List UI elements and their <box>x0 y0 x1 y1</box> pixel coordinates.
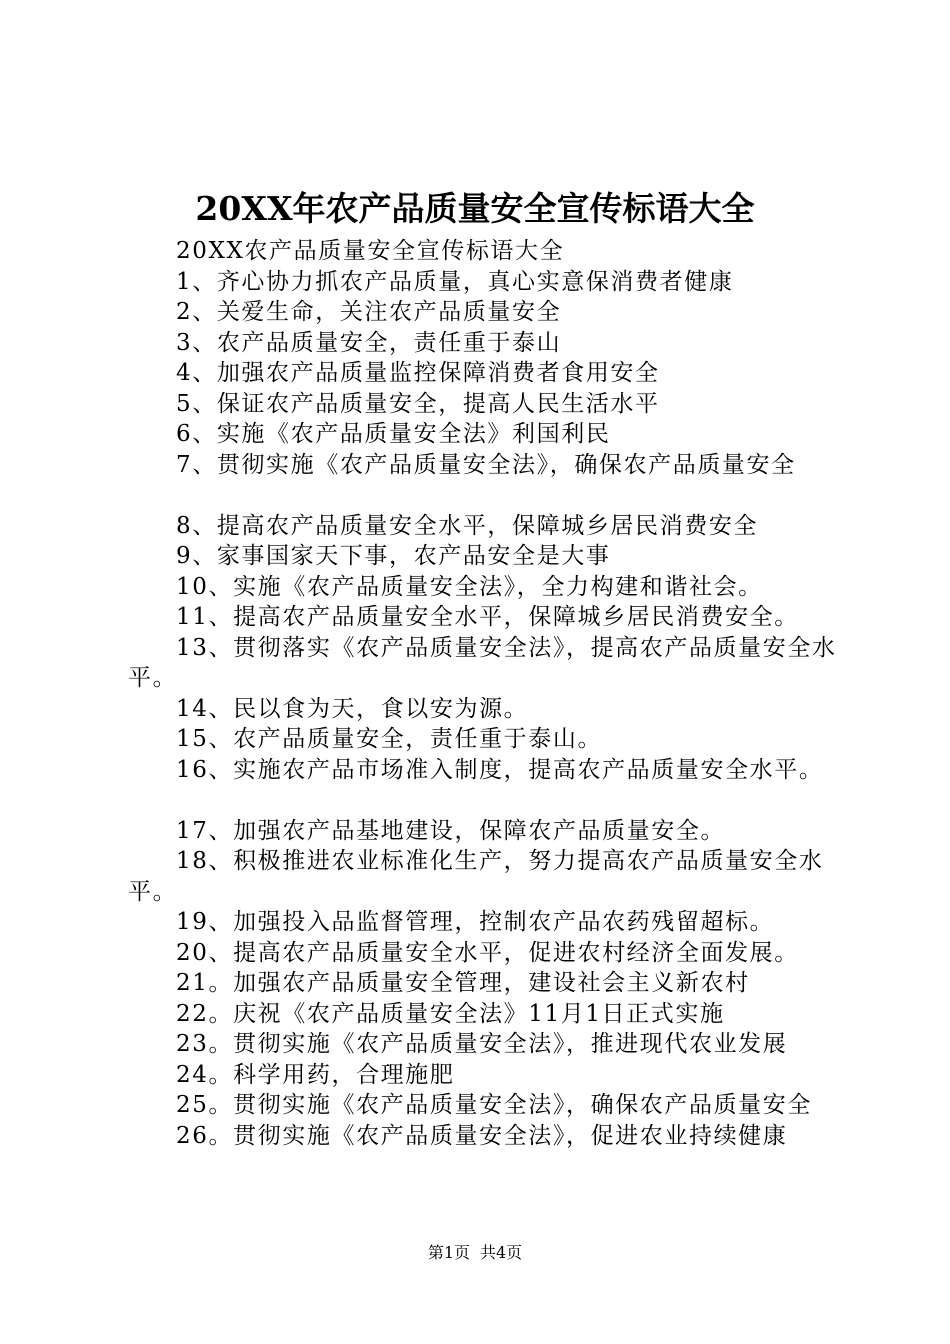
page-total: 共4页 <box>480 1243 523 1262</box>
slogan-25: 25。贯彻实施《农产品质量安全法》，确保农产品质量安全 <box>176 1092 812 1118</box>
slogan-9: 9、家事国家天下事，农产品安全是大事 <box>176 543 611 569</box>
page-footer <box>0 1241 950 1265</box>
slogan-21: 21。加强农产品质量安全管理，建设社会主义新农村 <box>176 970 750 996</box>
slogan-17: 17、加强农产品基地建设，保障农产品质量安全。 <box>176 817 726 844</box>
slogan-24: 24。科学用药，合理施肥 <box>176 1061 455 1088</box>
slogan-22: 22。庆祝《农产品质量安全法》11月1日正式实施 <box>176 1000 725 1027</box>
slogan-7: 7、贯彻实施《农产品质量安全法》，确保农产品质量安全 <box>176 451 796 478</box>
blank-line <box>128 785 848 816</box>
slogan-1: 1、齐心协力抓农产品质量，真心实意保消费者健康 <box>176 268 734 295</box>
intro-line: 20XX农产品质量安全宣传标语大全 <box>176 238 565 264</box>
slogan-4: 4、加强农产品质量监控保障消费者食用安全 <box>176 360 660 386</box>
slogan-26: 26。贯彻实施《农产品质量安全法》，促进农业持续健康 <box>176 1122 788 1149</box>
blank-line <box>128 480 848 511</box>
slogan-14: 14、民以食为天，食以安为源。 <box>176 695 529 722</box>
slogan-6: 6、实施《农产品质量安全法》利国利民 <box>176 421 611 447</box>
slogan-18: 18、积极推进农业标准化生产，努力提高农产品质量安全水平。 <box>128 848 824 905</box>
slogan-8: 8、提高农产品质量安全水平，保障城乡居民消费安全 <box>176 512 759 539</box>
slogan-19: 19、加强投入品监督管理，控制农产品农药残留超标。 <box>176 909 775 935</box>
slogan-15: 15、农产品质量安全，责任重于泰山。 <box>176 726 603 752</box>
slogan-11: 11、提高农产品质量安全水平，保障城乡居民消费安全。 <box>176 604 799 630</box>
page-number: 第1页 <box>427 1243 470 1262</box>
slogan-2: 2、关爱生命，关注农产品质量安全 <box>176 299 562 325</box>
slogan-23: 23。贯彻实施《农产品质量安全法》，推进现代农业发展 <box>176 1031 788 1057</box>
document-title: 20XX年农产品质量安全宣传标语大全 <box>195 189 755 228</box>
slogan-13: 13、贯彻落实《农产品质量安全法》，提高农产品质量安全水平。 <box>128 634 837 691</box>
document-body <box>128 236 848 1151</box>
slogan-20: 20、提高农产品质量安全水平，促进农村经济全面发展。 <box>176 939 799 966</box>
slogan-16: 16、实施农产品市场准入制度，提高农产品质量安全水平。 <box>176 756 824 783</box>
slogan-10: 10、实施《农产品质量安全法》，全力构建和谐社会。 <box>176 573 763 600</box>
slogan-5: 5、保证农产品质量安全，提高人民生活水平 <box>176 390 660 417</box>
slogan-3: 3、农产品质量安全，责任重于泰山 <box>176 329 562 356</box>
